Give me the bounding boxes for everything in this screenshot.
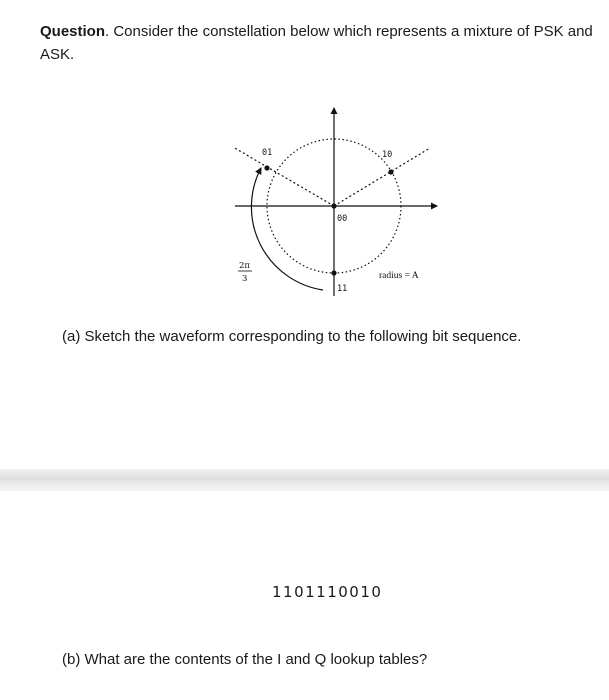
angle-numerator: 2π — [239, 261, 250, 271]
angle-denominator: 3 — [242, 274, 248, 284]
label-11: 11 — [337, 284, 348, 294]
label-10: 10 — [382, 150, 393, 160]
point-10 — [388, 169, 393, 174]
bit-sequence: 1101110010 — [272, 583, 383, 601]
part-b-question: (b) What are the contents of the I and Q lookup tables? — [62, 651, 428, 668]
question-label: Question — [40, 23, 106, 40]
dotted-line-01 — [233, 147, 334, 206]
angle-arc — [251, 168, 323, 290]
label-01: 01 — [262, 148, 273, 158]
radius-label: radius = A — [379, 271, 419, 281]
constellation-diagram — [225, 100, 445, 300]
label-00: 00 — [337, 214, 348, 224]
question-text — [40, 20, 605, 66]
part-a-question: (a) Sketch the waveform corresponding to the following bit sequence. — [62, 328, 522, 345]
section-divider — [0, 469, 609, 491]
point-11 — [331, 270, 336, 275]
point-01 — [264, 165, 269, 170]
constellation-svg — [225, 100, 445, 300]
point-00 — [331, 203, 336, 208]
question-body: . Consider the constellation below which represents a mixture of PSK and ASK. — [40, 23, 593, 63]
